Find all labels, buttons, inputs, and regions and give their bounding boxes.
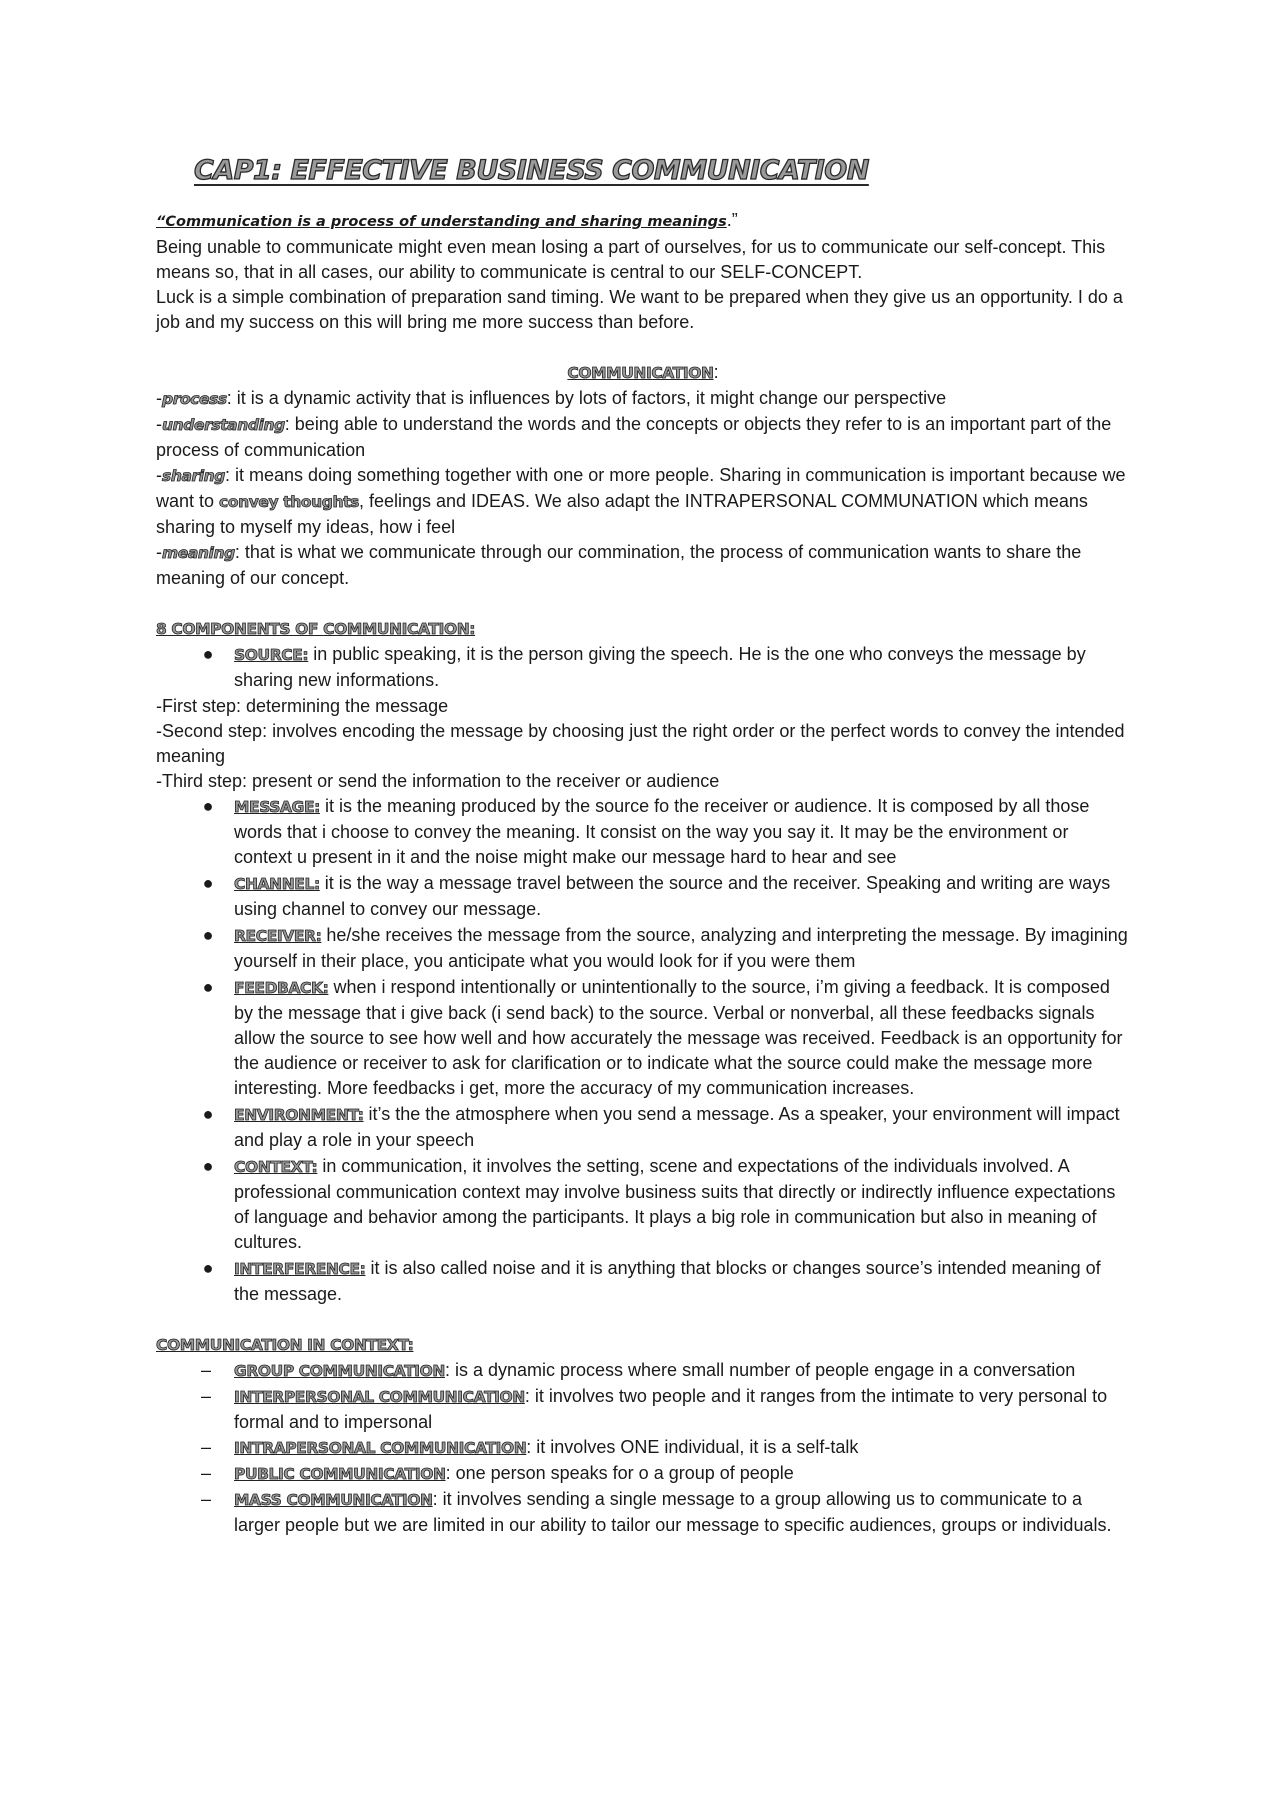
component-channel — [156, 871, 1130, 922]
bullet-icon: ● — [202, 1258, 214, 1278]
component-term: CONTEXT: — [234, 1158, 318, 1176]
component-environment — [156, 1102, 1130, 1153]
context-term: GROUP COMMUNICATION — [234, 1362, 445, 1380]
dash-icon: – — [200, 1489, 211, 1509]
component-text: in communication, it involves the setting, scene and expectations of the individuals involved. A professional communication context may involve business suits that directly or indirectly influence expectations of language and behavior among the participants. It plays a big role in communication but also in meaning of cultures. — [234, 1156, 1116, 1252]
definition-sharing — [156, 463, 1130, 540]
context-text: : is a dynamic process where small number of people engage in a conversation — [444, 1360, 1076, 1380]
component-text: it’s the the atmosphere when you send a message. As a speaker, your environment will impact and play a role in your speech — [234, 1104, 1120, 1150]
component-term: RECEIVER: — [234, 927, 322, 945]
communication-heading-colon: : — [713, 362, 719, 382]
dash-icon: – — [200, 1360, 211, 1380]
quote-text: “Communication is a process of understanding and sharing meanings — [156, 214, 727, 230]
definition-term: process — [162, 390, 227, 408]
definition-dash: - — [156, 465, 162, 485]
context-group — [156, 1358, 1130, 1384]
definition-process — [156, 386, 1130, 412]
definition-dash: - — [156, 414, 162, 434]
component-text: it is the meaning produced by the source fo the receiver or audience. It is composed by all those words that i choose to convey the meaning. It consist on the way you say it. It may be the environment or context u present in it and the noise might make our message hard to hear and see — [234, 796, 1090, 867]
component-text: in public speaking, it is the person giving the speech. He is the one who conveys the message by sharing new informations. — [234, 644, 1086, 690]
bullet-icon: ● — [202, 873, 214, 893]
component-text: when i respond intentionally or unintentionally to the source, i’m giving a feedback. It is composed by the message that i give back (i send back) to the source. Verbal or nonverbal, all these feedbacks signals allow the source to see how well and how accurately the message was received. Feedback is an opportunity for the audience or receiver to ask for clarification or to indicate what the source could make the message more interesting. More feedbacks i get, more the accuracy of my communication increases. — [234, 977, 1123, 1098]
component-term: ENVIRONMENT: — [234, 1106, 364, 1124]
context-term: INTERPERSONAL COMMUNICATION — [234, 1388, 525, 1406]
components-list — [156, 794, 1130, 1307]
component-interference — [156, 1256, 1130, 1307]
contexts-list — [156, 1358, 1130, 1538]
step-3: -Third step: present or send the information to the receiver or audience — [156, 771, 720, 791]
definition-dash: - — [156, 542, 162, 562]
context-text: : it involves sending a single message to a group allowing us to communicate to a larger people but we are limited in our ability to tailor our message to specific audiences, groups or individuals. — [234, 1489, 1112, 1535]
context-text: : one person speaks for o a group of people — [445, 1463, 794, 1483]
definition-text: : it means doing something together with one or more people. Sharing in communication is important because we want to — [156, 465, 1126, 511]
component-receiver — [156, 923, 1130, 974]
definition-dash: - — [156, 388, 162, 408]
component-message — [156, 794, 1130, 870]
components-heading-text: 8 COMPONENTS OF COMMUNICATION: — [156, 620, 476, 638]
bullet-icon: ● — [202, 796, 214, 816]
document-body — [156, 208, 1130, 1538]
communication-heading-text: COMMUNICATION — [567, 364, 714, 382]
component-context — [156, 1154, 1130, 1255]
definition-understanding — [156, 412, 1130, 463]
dash-icon: – — [200, 1437, 211, 1457]
context-text: : it involves two people and it ranges from the intimate to very personal to formal and to impersonal — [234, 1386, 1108, 1432]
component-text: it is the way a message travel between the source and the receiver. Speaking and writing are ways using channel to convey our message. — [234, 873, 1111, 919]
definition-text-continued: , feelings and IDEAS. We also adapt the INTRAPERSONAL COMMUNATION which means sharing to myself my ideas, how i feel — [156, 491, 1088, 537]
definition-term: understanding — [162, 416, 285, 434]
component-text: he/she receives the message from the source, analyzing and interpreting the message. By imagining yourself in their place, you anticipate what you would look for if you were them — [234, 925, 1128, 971]
definition-term: meaning — [162, 544, 235, 562]
component-source — [156, 642, 1130, 693]
page-title: CAP1: EFFECTIVE BUSINESS COMMUNICATION — [194, 155, 869, 186]
bullet-icon: ● — [202, 1156, 214, 1176]
dash-icon: – — [200, 1463, 211, 1483]
context-interpersonal — [156, 1384, 1130, 1435]
components-list-source — [156, 642, 1130, 693]
components-heading — [156, 616, 1130, 642]
context-public — [156, 1461, 1130, 1487]
definition-text: : it is a dynamic activity that is influences by lots of factors, it might change our perspective — [226, 388, 947, 408]
definition-text: : being able to understand the words and the concepts or objects they refer to is an important part of the process of communication — [156, 414, 1112, 460]
context-mass — [156, 1487, 1130, 1538]
definition-meaning — [156, 540, 1130, 591]
component-term: FEEDBACK: — [234, 979, 329, 997]
context-intrapersonal — [156, 1435, 1130, 1461]
communication-heading — [156, 360, 1130, 386]
step-1: -First step: determining the message — [156, 696, 449, 716]
context-term: INTRAPERSONAL COMMUNICATION — [234, 1439, 527, 1457]
quote-tail: .” — [726, 210, 738, 230]
context-term: MASS COMMUNICATION — [234, 1491, 433, 1509]
intro-paragraph-2: Luck is a simple combination of preparation sand timing. We want to be prepared when they give us an opportunity. I do a job and my success on this will bring me more success than before. — [156, 287, 1123, 332]
component-term: MESSAGE: — [234, 798, 320, 816]
context-text: : it involves ONE individual, it is a self-talk — [526, 1437, 859, 1457]
contexts-heading — [156, 1332, 1130, 1358]
definition-emphasis: convey thoughts — [219, 493, 359, 511]
bullet-icon: ● — [202, 1104, 214, 1124]
definition-text: : that is what we communicate through our commination, the process of communication wants to share the meaning of our concept. — [156, 542, 1082, 588]
component-term: CHANNEL: — [234, 875, 320, 893]
contexts-heading-text: COMMUNICATION IN CONTEXT: — [156, 1336, 414, 1354]
bullet-icon: ● — [202, 977, 214, 997]
dash-icon: – — [200, 1386, 211, 1406]
component-term: INTERFERENCE: — [234, 1260, 366, 1278]
definition-term: sharing — [162, 467, 226, 485]
quote — [156, 208, 1130, 235]
context-term: PUBLIC COMMUNICATION — [234, 1465, 446, 1483]
bullet-icon: ● — [202, 644, 214, 664]
bullet-icon: ● — [202, 925, 214, 945]
component-term: SOURCE: — [234, 646, 309, 664]
intro-paragraph-1: Being unable to communicate might even mean losing a part of ourselves, for us to communicate our self-concept. This means so, that in all cases, our ability to communicate is central to our SELF-CONCEPT. — [156, 237, 1106, 282]
step-2: -Second step: involves encoding the message by choosing just the right order or the perfect words to convey the intended meaning — [156, 721, 1125, 766]
component-text: it is also called noise and it is anything that blocks or changes source’s intended meaning of the message. — [234, 1258, 1101, 1304]
component-feedback — [156, 975, 1130, 1101]
